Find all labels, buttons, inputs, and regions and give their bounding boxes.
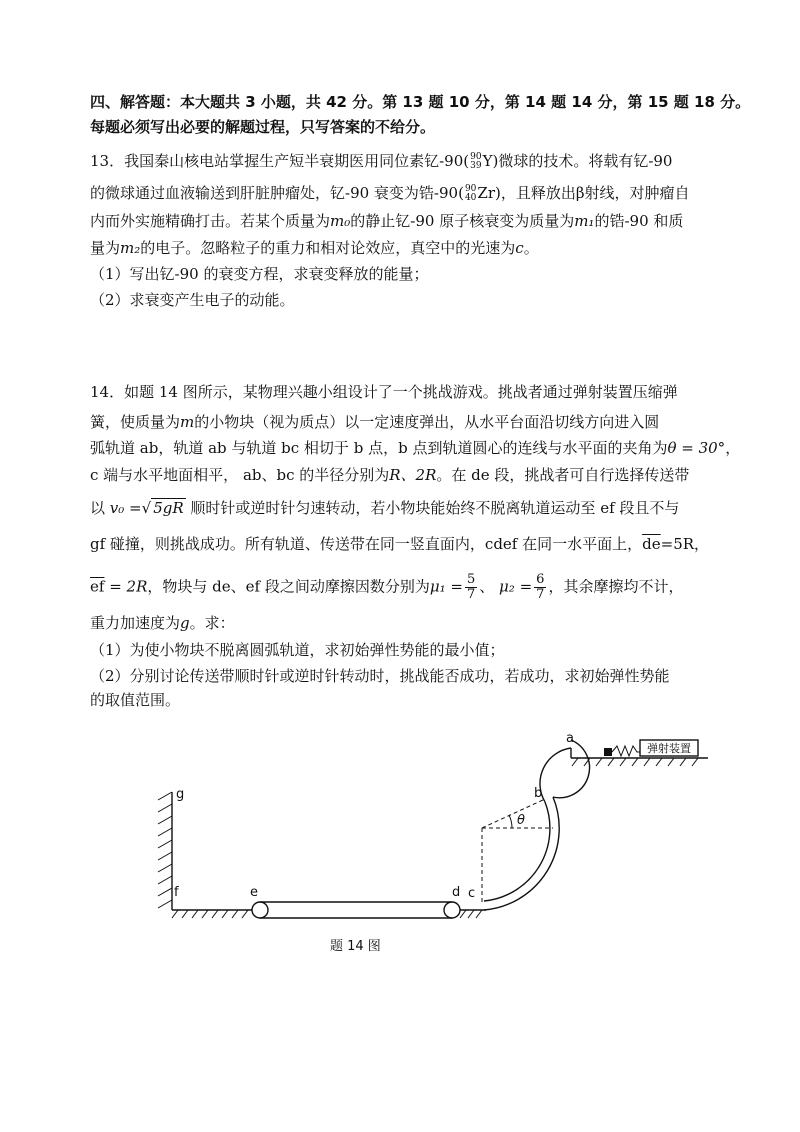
theta-arc [509,815,512,828]
small-block [604,748,612,756]
q14-line-6: gf 碰撞，则挑战成功。所有轨道、传送带在同一竖直面内，cdef 在同一水平面上，$\overline{de}=5R$， [90,535,710,553]
q14-subquestion-1: （1）为使小物块不脱离圆弧轨道，求初始弹性势能的最小值； [90,641,505,659]
q14-line-1: 14．如题 14 图所示，某物理兴趣小组设计了一个挑战游戏。挑战者通过弹射装置压缩弹 [90,383,678,401]
label-a: a [566,731,574,746]
q13-subquestion-1: （1）写出钇-90 的衰变方程，求衰变释放的能量； [90,265,429,283]
label-d: d [452,885,461,900]
label-c: c [468,886,476,901]
q13-line-3: 内而外实施精确打击。若某个质量为m₀的静止钇-90 原子核衰变为质量为m₁的锆-90 和质 [90,212,684,230]
mu1-fraction: $\frac{5}{7}$ [466,572,476,602]
ground-hatching-left [172,910,248,918]
q13-line-4: 量为m₂的电子。忽略粒子的重力和相对论效应，真空中的光速为c。 [90,239,539,257]
q14-subquestion-2: （2）分别讨论传送带顺时针或逆时针转动时，挑战能否成功，若成功，求初始弹性势能 [90,667,670,685]
label-g: g [176,787,185,802]
label-f: f [174,885,179,900]
section-header: 四、解答题：本大题共 3 小题，共 42 分。第 13 题 10 分，第 14 题 14 分，第 15 题 18 分。 [90,93,751,111]
label-theta: θ [517,813,525,828]
q14-line-4: c 端与水平地面相平， ab、bc 的半径分别为R、2R。在 de 段，挑战者可自行选择传送带 [90,466,690,484]
label-b: b [534,786,543,801]
zirconium-isotope-numbers: 90 40 [464,184,477,203]
spring [612,746,640,756]
platform-hatching [572,758,698,766]
q13-subquestion-2: （2）求衰变产生电子的动能。 [90,291,295,309]
conveyor-roller-d [444,902,460,918]
q14-subquestion-2-cont: 的取值范围。 [90,691,181,709]
q14-line-8: 重力加速度为g。求： [90,614,235,632]
q14-line-3: 弧轨道 ab，轨道 ab 与轨道 bc 相切于 b 点，b 点到轨道圆心的连线与水平面的夹角为θ = 30°， [90,439,741,457]
q14-line-7: $\overline{ef} = 2R$，物块与 de、ef 段之间动摩擦因数分别为μ₁ = $\frac{5}{7}$ 、 μ₂ = $\frac{6}{7}$ ，其余摩擦均不计， [90,572,684,602]
q14-line-5: 以 v₀ =√ 5gR 顺时针或逆时针匀速转动，若小物块能始终不脱离轨道运动至 ef 段且不与 [90,499,680,517]
mu2-fraction: $\frac{6}{7}$ [536,572,545,602]
launcher-label: 弹射装置 [647,742,691,755]
q14-line-2: 簧，使质量为m的小物块（视为质点）以一定速度弹出，从水平台面沿切线方向进入圆 [90,413,660,431]
q13-line-2: 的微球通过血液输送到肝脏肿瘤处，钇-90 衰变为锆-90( 90 40 Zr)，且释放出β射线，对肿瘤自 [90,184,690,203]
q13-line-1: 13．我国秦山核电站掌握生产短半衰期医用同位素钇-90( 90 39 Y)微球的技术。将载有钇-90 [90,152,673,171]
label-e: e [250,885,258,900]
figure-caption: 题 14 图 [330,939,381,954]
section-instruction: 每题必须写出必要的解题过程，只写答案的不给分。 [90,118,436,136]
wall-hatching [158,792,172,908]
ground-hatching-right [460,910,482,918]
conveyor-roller-e [252,902,268,918]
yttrium-isotope-numbers: 90 39 [470,152,482,171]
arc-ab-inner [540,748,571,802]
